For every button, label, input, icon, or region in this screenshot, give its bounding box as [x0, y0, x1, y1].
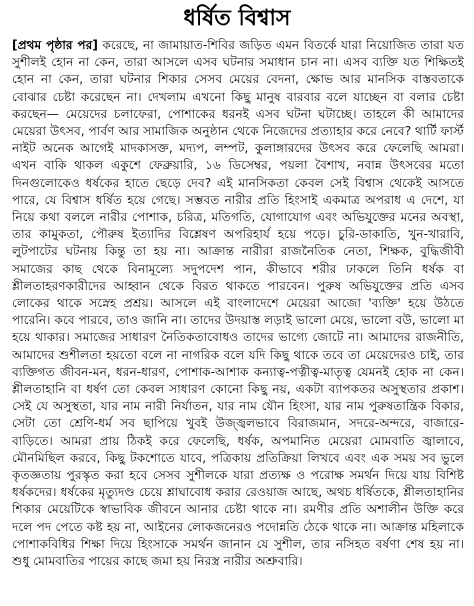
article-body-text: করেছে, না জামায়াত-শিবির জড়িত এমন বিতর্কে যারা নিয়োজিত তারা যত সুশীলই হোন না কেন, তারা আসলে এসব ঘটনার সমাধান চান না। এসব ব্যক্তি যত শিক্ষিতই হোন না কেন, তারা ঘটনার শিকার সেসব মেয়ের বেদনা, ক্ষোভ আর মানসিক বাস্তবতাকে বোঝার চেষ্টা করেছেন না। দেখলাম এখনো কিছু মানুষ বারবার বলে যাচ্ছেন বা বলার চেষ্টা করছেন— মেয়েদের চলাফেরা, পোশাকের ধরনই এসব ঘটনা ঘটাচ্ছে। তাহলে কী আমাদের মেয়েরা উৎসব, পার্বণ আর সামাজিক অনুষ্ঠান থেকে নিজেদের প্রত্যাহার করে নেবে? থার্টি ফার্স্ট নাইট অনেক আগেই মাদকাসক্ত, মদ্যপ, লম্পট, কুলাঙ্গারদের উৎসব করে ফেলেছি আমরা। এখন বাকি থাকল একুশে ফেব্রুয়ারি, ১৬ ডিসেম্বর, পয়লা বৈশাখ, নবান্ন উৎসবের মতো দিনগুলোকেও ধর্ষকের হাতে ছেড়ে দেব? এই মানসিকতা কেবল সেই বিশ্বাস থেকেই আসতে পারে, যে বিশ্বাস ধর্ষিত হয়ে গেছে। সম্ভবত নারীর প্রতি হিংসাই একমাত্র অপরাধ এ দেশে, যা নিয়ে কথা বললে নারীর পোশাক, চরিত্র, মতিগতি, যোগাযোগ এবং অভিযুক্তের মনের অবস্থা, তার কামুকতা, পৌরুষ ইত্যাদির বিশ্লেষণ অপরিহার্য হয়ে পড়ে। চুরি-ডাকাতি, খুন-খারাবি, লুটপাটের ঘটনায় কিন্তু তা হয় না। আক্রান্ত নারীরা রাজনৈতিক নেতা, শিক্ষক, বুদ্ধিজীবী সমাজের কাছ থেকে বিনামূল্যে সদুপদেশ পান, কীভাবে শরীর ঢাকলে তিনি ধর্ষক বা শ্লীলতাহরণকারীদের আহ্বান থেকে বিরত থাকতে পারবেন। পুরুষ অভিযুক্তের প্রতি এসব লোকের থাকে সস্নেহ প্রশ্রয়। আসলে এই বাংলাদেশে মেয়েরা আজো 'ব্যক্তি' হয়ে উঠতে পারেনি। কবে পারবে, তাও জানি না। তাদের উদয়াস্ত লড়াই ভালো মেয়ে, ভালো বউ, ভালো মা হয়ে থাকার। সমাজের সাধারণ নৈতিকতাবোধও তাদের ভাগ্যে জোটে না। আমাদের রাজনীতি, আমাদের শুশীলতা হয়তো বলে না নাগরিক বলে যদি কিছু থাকে তবে তা মেয়েদেরও চাই, তার ব্যক্তিগত জীবন-মন, ধরন-ধারণ, পোশাক-আশাক কন্যাত্ব-পত্নীত্ব-মাতৃত্ব যেমনই হোক না কেন। শ্লীলতাহানি বা ধর্ষণ তো কেবল সাধারণ কোনো কিছু নয়, একটা ব্যাপকতর অসুস্থতার প্রকাশ। সেই যে অসুস্থতা, যার নাম নারী নির্যাতন, যার নাম যৌন হিংসা, যার নাম পুরুষতান্ত্রিক বিকার, সেটা তো শ্রেণি-ধর্ম সব ছাপিয়ে খুবই উজ্জ্বলভাবে বিরাজমান, সদরে-অন্দরে, বাজারে-বাড়িতে। আমরা প্রায় ঠিকই করে ফেলেছি, ধর্ষক, অপমানিত মেয়েরা মোমবাতি জ্বালাবে, মৌনমিছিল করবে, কিছু টকশোতে যাবে, পত্রিকায় প্রতিক্রিয়া লিখবে এবং এক সময় সব ভুলে কৃতজ্ঞতায় পুরস্কৃত করা হবে সেসব সুশীলকে যারা প্রত্যক্ষ ও পরোক্ষ সমর্থন দিয়ে যায় বিশিষ্ট ধর্ষকদের। ধর্ষকের মৃত্যুদণ্ড চেয়ে শ্লাঘাবোধ করার রেওয়াজ আছে, অথচ ধর্ষিতকে, শ্লীলতাহানির শিকার মেয়েটিকে স্বাভাবিক জীবনে আনার চেষ্টা থাকে না। রমণীর প্রতি অশালীন উক্তি করে দলে পদ পেতে কষ্ট হয় না, আইনের লোকজনেরও পদোন্নতি ঠেকে থাকে না। আক্রান্ত মহিলাকে পোশাকবিধির শিক্ষা দিয়ে হিংসাকে সমর্থন জানান যে সুশীল, তার নসিহত বর্ষণা শেষ হয় না। শুধু মোমবাতির পায়ের কাছে জমা হয় নিরস্ত্র নারীর অশ্রুবারি। [12, 38, 464, 569]
article-body [12, 37, 464, 602]
continued-from-label: [প্রথম পৃষ্ঠার পর] [12, 38, 98, 52]
article-headline: ধর্ষিত বিশ্বাস [183, 6, 291, 31]
